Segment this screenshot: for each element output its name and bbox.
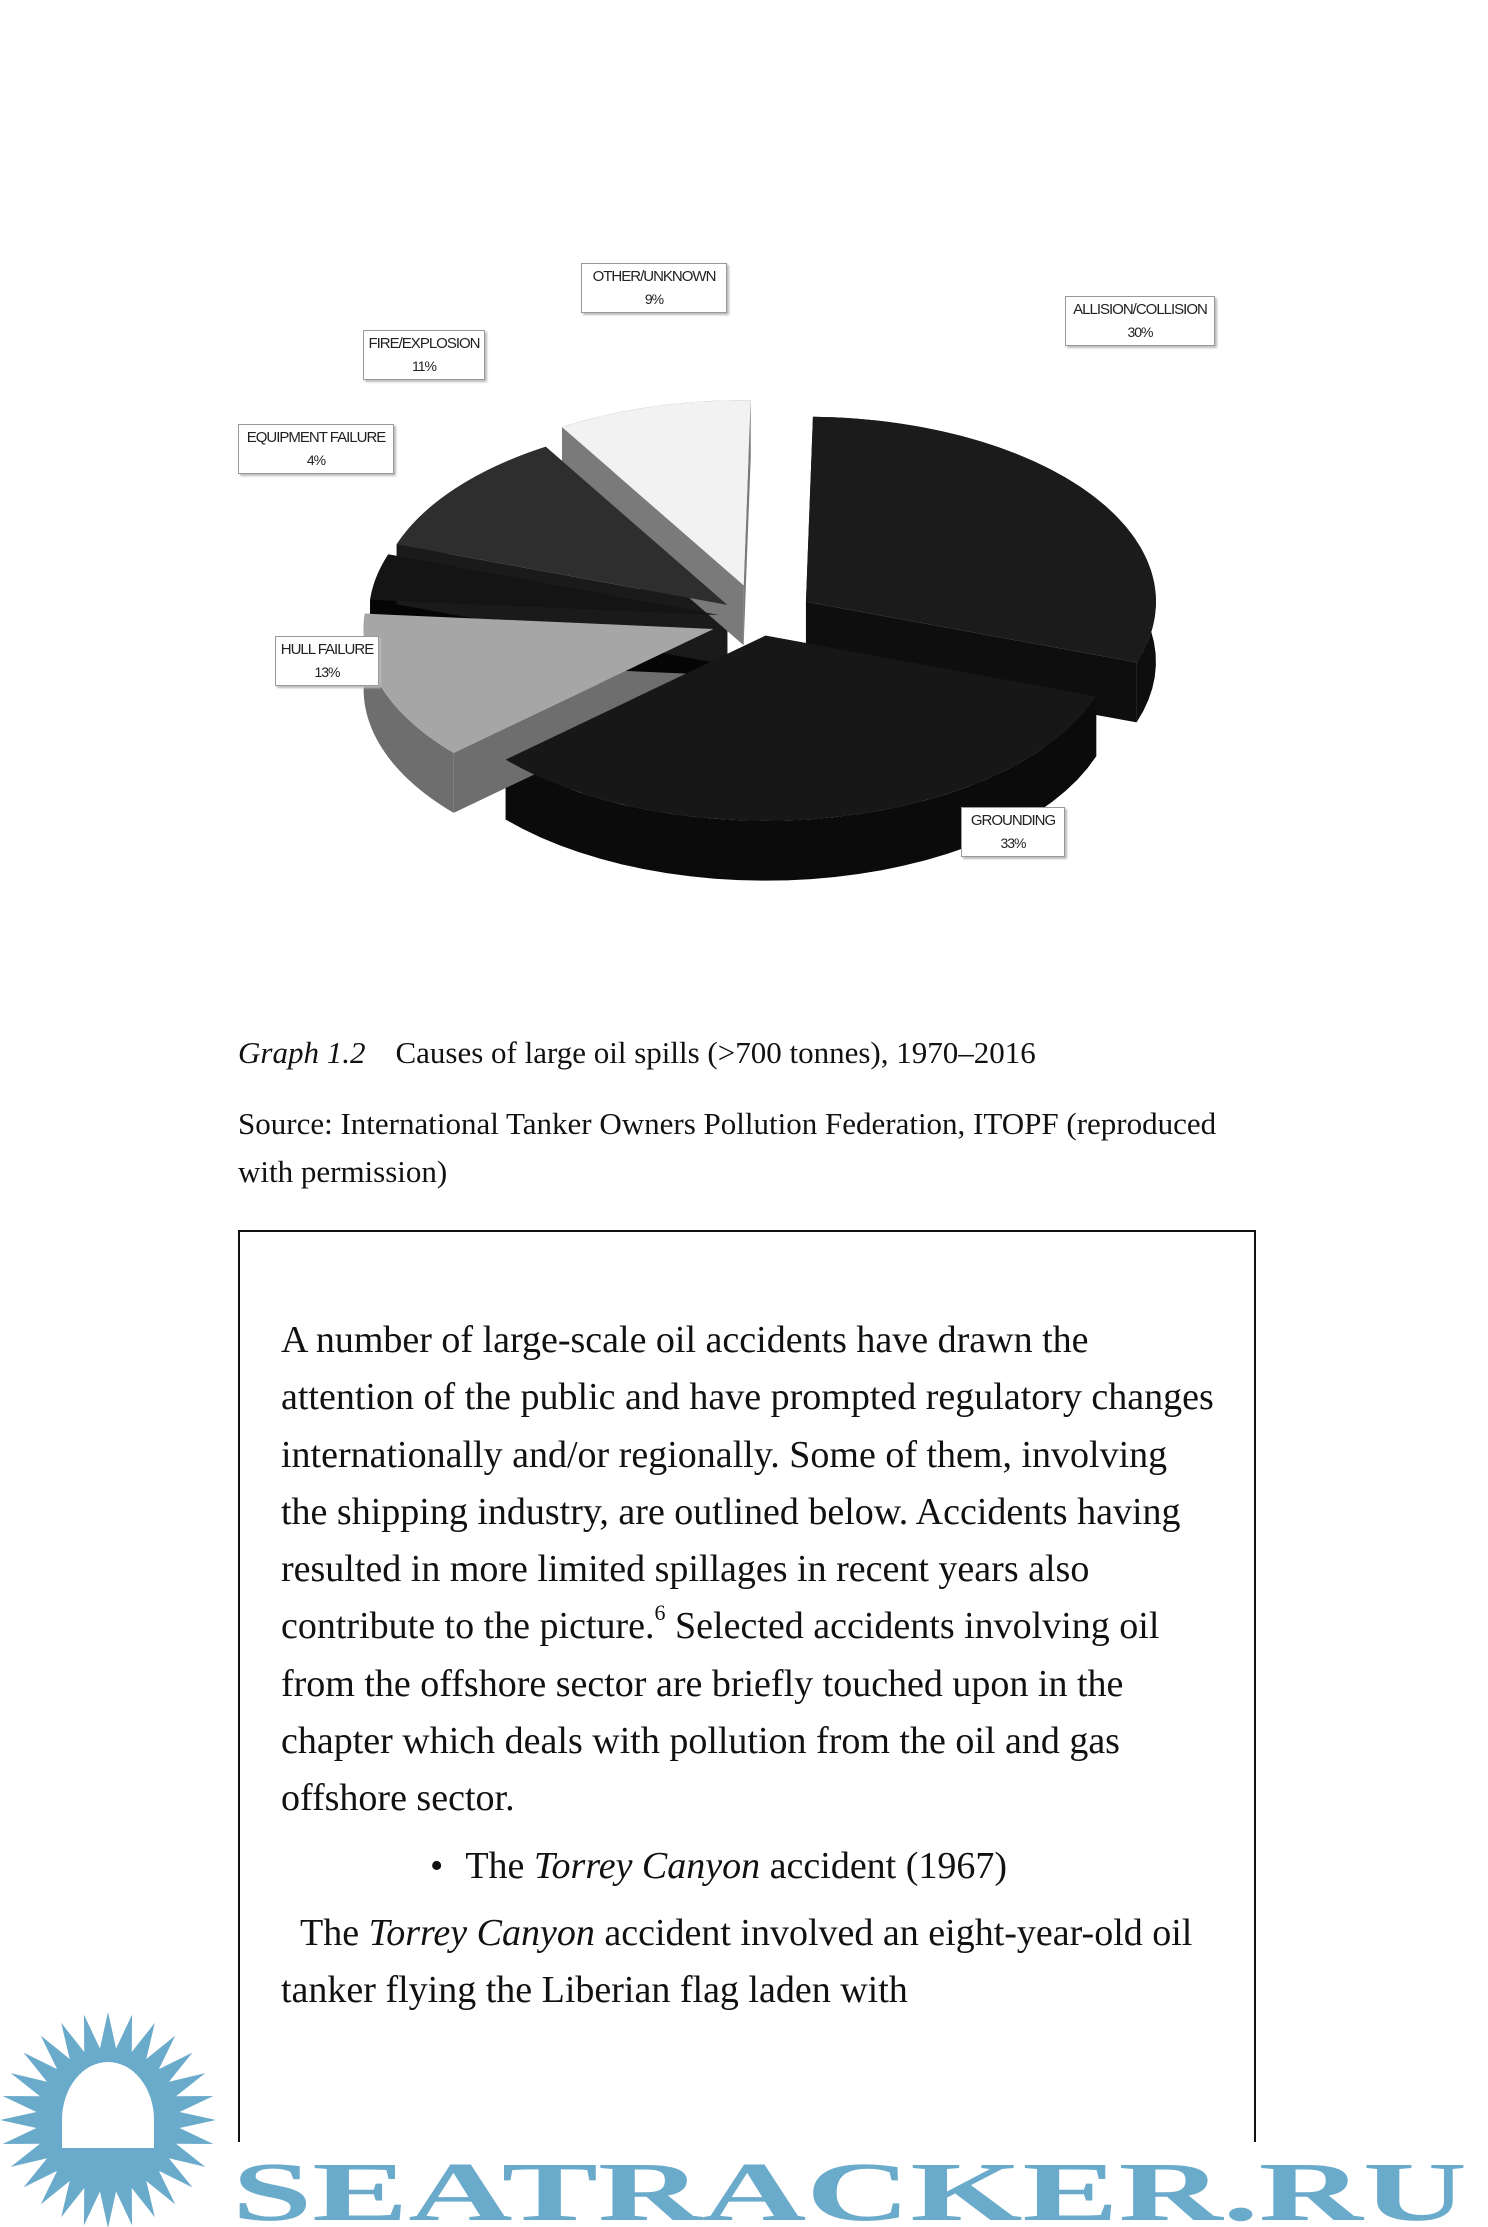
figure-caption: [238, 1035, 1036, 1071]
label-fire-explosion: FIRE/EXPLOSION 11%: [363, 330, 485, 380]
box-paragraph: [281, 1312, 1221, 1828]
sun-logo-icon: [0, 2012, 216, 2227]
bullet-ship-name: Torrey Canyon: [533, 1844, 761, 1887]
bullet-icon: •: [430, 1844, 444, 1887]
bullet-text-end: accident (1967): [760, 1844, 1008, 1887]
pie-chart: [0, 240, 1488, 900]
caption-text: Causes of large oil spills (>700 tonnes), 1970–2016: [395, 1035, 1036, 1070]
watermark: [0, 2146, 1488, 2227]
watermark-text: SEATRACKER.RU: [232, 2146, 1467, 2227]
watermark-logo: [0, 2010, 220, 2227]
label-hull-failure: HULL FAILURE 13%: [275, 636, 379, 686]
footnote-ref[interactable]: 6: [654, 1600, 666, 1626]
para2-ship-name: Torrey Canyon: [368, 1911, 595, 1954]
label-grounding: GROUNDING 33%: [961, 807, 1065, 857]
para2-text-end: accident involved an eight-year-old oil tanker flying the Liberian flag laden with: [281, 1911, 1193, 2012]
paragraph-text-cont: Selected accidents involving oil from the offshore sector are briefly touched upon in the chapter which deals with pollution from the oil and gas offshore sector.: [281, 1605, 1160, 1820]
paragraph-text: A number of large-scale oil accidents have drawn the attention of the public and have prompted regulatory changes internationally and/or regionally. Some of them, involving the shipping industry, are outlined below. Accidents having resulted in more limited spillages in recent years also contribute to the picture.: [281, 1319, 1214, 1648]
para2-text: The: [300, 1911, 369, 1954]
label-other-unknown: OTHER/UNKNOWN 9%: [581, 263, 727, 313]
box-content: [281, 1312, 1221, 2020]
label-allision-collision: ALLISION/COLLISION 30%: [1065, 296, 1215, 346]
box-paragraph-2: [281, 1905, 1221, 2020]
bullet-text: The: [465, 1844, 534, 1887]
label-equipment-failure: EQUIPMENT FAILURE 4%: [238, 424, 394, 474]
pie-svg: [0, 240, 1488, 900]
caption-label: Graph 1.2: [238, 1035, 366, 1070]
figure-source: Source: International Tanker Owners Pollution Federation, ITOPF (reproduced with permission): [238, 1106, 1217, 1189]
bullet-item: [430, 1838, 1221, 1895]
